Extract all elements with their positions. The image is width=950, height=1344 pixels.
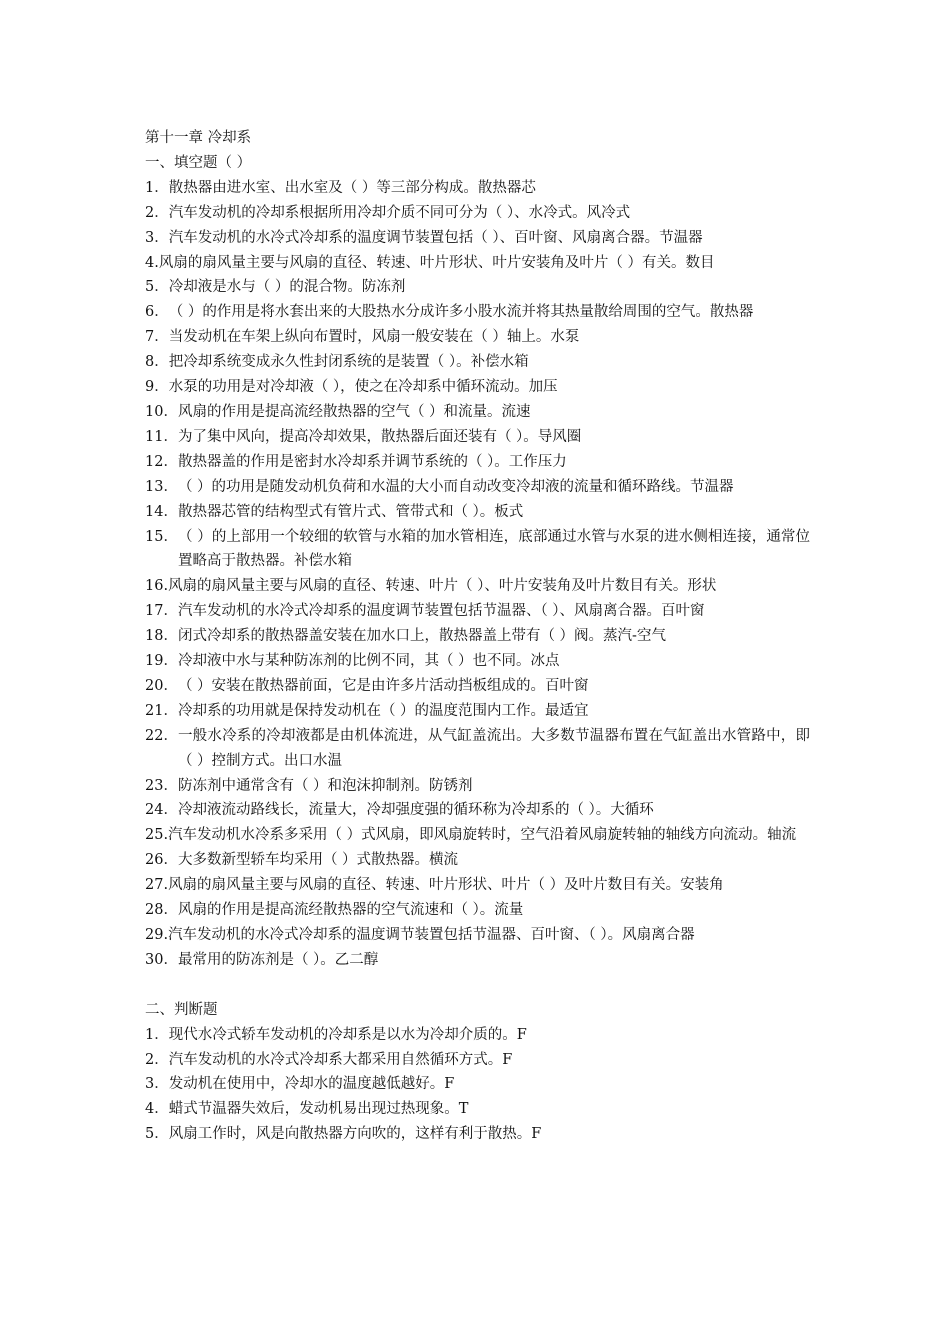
item-text: 现代水冷式轿车发动机的冷却系是以水为冷却介质的。F — [168, 1026, 527, 1043]
item-number: 5． — [145, 1126, 169, 1143]
item-number: 29. — [145, 927, 169, 943]
item-text: 汽车发动机的水冷式冷却系的温度调节装置包括节温器、百叶窗、（ ）。风扇离合器 — [168, 927, 695, 943]
list-item — [145, 774, 810, 799]
item-number: 26． — [145, 852, 178, 869]
fill-blank-list — [145, 176, 810, 973]
item-number: 4. — [145, 254, 159, 271]
item-text: 汽车发动机的水冷式冷却系的温度调节装置包括（ ）、百叶窗、风扇离合器。节温器 — [168, 229, 703, 246]
item-number: 3． — [145, 229, 169, 246]
list-item — [145, 948, 810, 973]
list-item — [145, 848, 810, 873]
item-text: 风扇的作用是提高流经散热器的空气（ ）和流量。流速 — [177, 403, 531, 420]
item-text: 防冻剂中通常含有（ ）和泡沫抑制剂。防锈剂 — [177, 777, 473, 794]
item-text: 风扇工作时，风是向散热器方向吹的，这样有利于散热。F — [168, 1126, 542, 1143]
list-item — [145, 674, 810, 699]
item-number: 17． — [145, 603, 178, 620]
item-text: 为了集中风向，提高冷却效果，散热器后面还装有（ ）。导风圈 — [177, 428, 582, 445]
list-item — [145, 325, 810, 350]
item-number: 30． — [145, 951, 178, 968]
item-number: 6． — [145, 304, 169, 321]
item-number: 24． — [145, 802, 178, 819]
item-number: 7． — [145, 329, 169, 346]
list-item — [145, 649, 810, 674]
item-number: 16. — [145, 578, 169, 595]
list-item — [145, 425, 810, 450]
list-item — [145, 724, 810, 774]
item-number: 10． — [145, 403, 178, 420]
list-item — [145, 400, 810, 425]
item-number: 1． — [145, 179, 169, 196]
list-item — [145, 350, 810, 375]
list-item — [145, 176, 810, 201]
list-item — [145, 898, 810, 923]
list-item — [145, 226, 810, 251]
list-item — [145, 923, 810, 948]
list-item — [145, 1072, 810, 1097]
list-item — [145, 525, 810, 575]
item-number: 18． — [145, 628, 178, 645]
item-number: 14． — [145, 503, 178, 520]
item-number: 5． — [145, 279, 169, 296]
list-item — [145, 823, 810, 848]
item-number: 2． — [145, 1051, 169, 1068]
item-text: 冷却系的功用就是保持发动机在（ ）的温度范围内工作。最适宜 — [177, 702, 589, 719]
item-text: （ ）的上部用一个较细的软管与水箱的加水管相连，底部通过水管与水泵的进水侧相连接，通常位置略高于散热器。补偿水箱 — [177, 528, 810, 570]
item-text: 散热器芯管的结构型式有管片式、管带式和（ ）。板式 — [177, 503, 524, 520]
list-item — [145, 251, 810, 276]
item-text: （ ）安装在散热器前面，它是由许多片活动挡板组成的。百叶窗 — [177, 677, 589, 694]
item-number: 21． — [145, 702, 178, 719]
list-item — [145, 1048, 810, 1073]
item-text: （ ）的功用是随发动机负荷和水温的大小而自动改变冷却液的流量和循环路线。节温器 — [177, 478, 734, 495]
list-item — [145, 500, 810, 525]
list-item — [145, 798, 810, 823]
item-text: 大多数新型轿车均采用（ ）式散热器。横流 — [177, 852, 459, 869]
item-text: 闭式冷却系的散热器盖安装在加水口上，散热器盖上带有（ ）阀。蒸汽-空气 — [177, 628, 666, 645]
item-text: 冷却液是水与（ ）的混合物。防冻剂 — [168, 279, 406, 296]
item-number: 15． — [145, 528, 178, 545]
list-item — [145, 450, 810, 475]
item-number: 2． — [145, 204, 169, 221]
item-text: 汽车发动机的水冷式冷却系的温度调节装置包括节温器、（ ）、风扇离合器。百叶窗 — [177, 603, 705, 620]
list-item — [145, 375, 810, 400]
item-text: 蜡式节温器失效后，发动机易出现过热现象。T — [168, 1101, 469, 1118]
item-text: 汽车发动机的冷却系根据所用冷却介质不同可分为（ ）、水冷式。风冷式 — [168, 204, 631, 221]
list-item — [145, 624, 810, 649]
item-number: 23． — [145, 777, 178, 794]
list-item — [145, 699, 810, 724]
item-number: 19． — [145, 653, 178, 670]
list-item — [145, 201, 810, 226]
list-item — [145, 599, 810, 624]
item-text: 风扇的作用是提高流经散热器的空气流速和（ ）。流量 — [177, 902, 524, 919]
item-text: 水泵的功用是对冷却液（ ），使之在冷却系中循环流动。加压 — [168, 379, 558, 396]
item-text: 冷却液流动路线长，流量大，冷却强度强的循环称为冷却系的（ ）。大循环 — [177, 802, 654, 819]
item-number: 9． — [145, 379, 169, 396]
item-number: 28． — [145, 902, 178, 919]
section-gap — [145, 973, 810, 998]
item-number: 3． — [145, 1076, 169, 1093]
true-false-list — [145, 1023, 810, 1148]
item-number: 27. — [145, 877, 169, 894]
item-text: 汽车发动机水冷系多采用（ ）式风扇，即风扇旋转时，空气沿着风扇旋转轴的轴线方向流动。轴流 — [168, 827, 797, 844]
item-number: 20． — [145, 677, 178, 694]
item-number: 11． — [145, 428, 178, 445]
item-text: （ ）的作用是将水套出来的大股热水分成许多小股水流并将其热量散给周围的空气。散热器 — [168, 304, 754, 321]
list-item — [145, 300, 810, 325]
item-text: 当发动机在车架上纵向布置时，风扇一般安装在（ ）轴上。水泵 — [168, 329, 580, 346]
list-item — [145, 873, 810, 898]
list-item — [145, 1097, 810, 1122]
item-number: 4． — [145, 1101, 169, 1118]
item-number: 25. — [145, 827, 169, 844]
item-number: 8． — [145, 354, 169, 371]
chapter-title: 第十一章 冷却系 — [145, 130, 252, 146]
item-text: 风扇的扇风量主要与风扇的直径、转速、叶片形状、叶片（ ）及叶片数目有关。安装角 — [168, 877, 724, 894]
list-item — [145, 475, 810, 500]
list-item — [145, 1023, 810, 1048]
item-text: 把冷却系统变成永久性封闭系统的是装置（ ）。补偿水箱 — [168, 354, 529, 371]
list-item — [145, 275, 810, 300]
item-text: 冷却液中水与某种防冻剂的比例不同，其（ ）也不同。冰点 — [177, 653, 560, 670]
list-item — [145, 574, 810, 599]
item-number: 22． — [145, 727, 178, 744]
item-text: 散热器由进水室、出水室及（ ）等三部分构成。散热器芯 — [168, 179, 536, 196]
item-text: 最常用的防冻剂是（ ）。乙二醇 — [177, 951, 379, 968]
section-heading-fill-blank: 一、填空题（ ） — [145, 154, 252, 171]
list-item — [145, 1122, 810, 1147]
item-text: 风扇的扇风量主要与风扇的直径、转速、叶片（ ）、叶片安装角及叶片数目有关。形状 — [168, 578, 717, 595]
item-number: 13． — [145, 478, 178, 495]
item-text: 风扇的扇风量主要与风扇的直径、转速、叶片形状、叶片安装角及叶片（ ）有关。数目 — [158, 254, 715, 271]
section-heading-true-false: 二、判断题 — [145, 1001, 218, 1018]
item-text: 散热器盖的作用是密封水冷却系并调节系统的（ ）。工作压力 — [177, 453, 567, 470]
item-text: 汽车发动机的水冷式冷却系大都采用自然循环方式。F — [168, 1051, 513, 1068]
document-page — [145, 126, 810, 1147]
item-number: 1． — [145, 1026, 169, 1043]
item-number: 12． — [145, 453, 178, 470]
item-text: 一般水冷系的冷却液都是由机体流进，从气缸盖流出。大多数节温器布置在气缸盖出水管路中，即（ ）控制方式。出口水温 — [177, 727, 810, 769]
item-text: 发动机在使用中，冷却水的温度越低越好。F — [168, 1076, 455, 1093]
